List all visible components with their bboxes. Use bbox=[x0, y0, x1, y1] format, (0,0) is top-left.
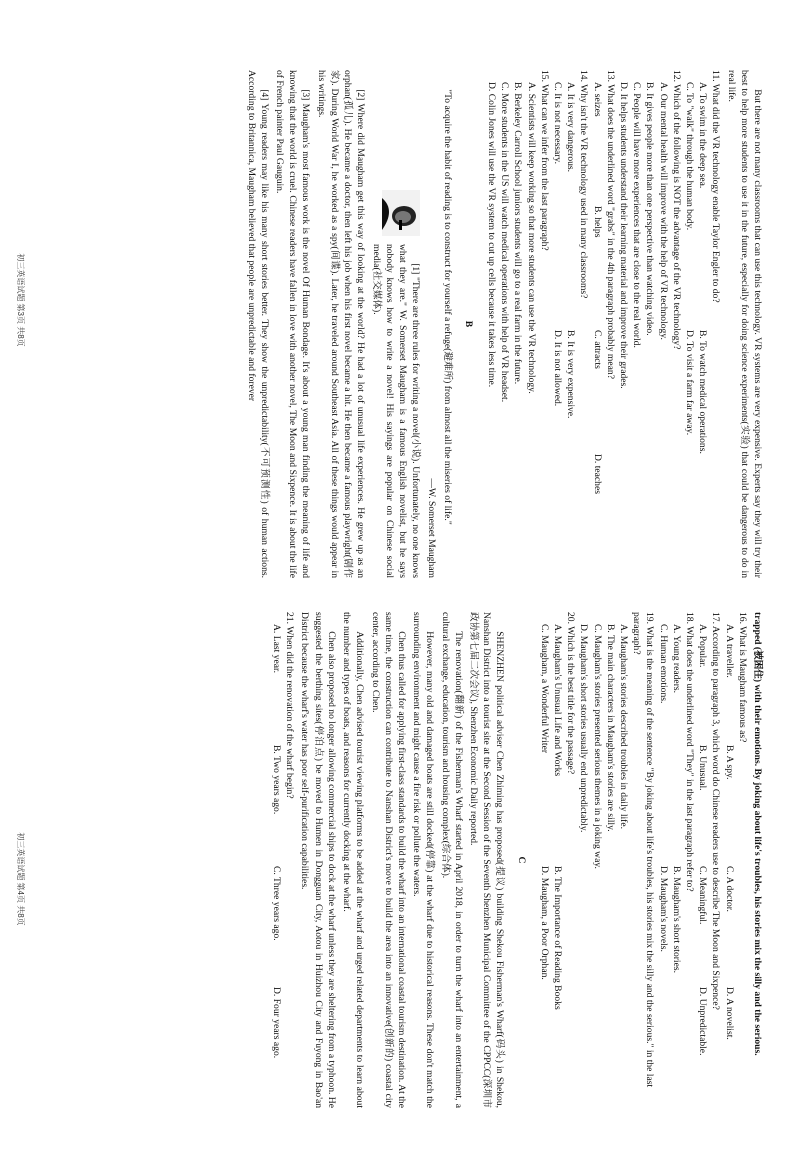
answer-option: A. Maugham's Unusual Life and Works bbox=[551, 624, 563, 777]
question-stem: 15. What can we infer from the last paragraph? bbox=[538, 70, 550, 251]
answer-option: D. Unpredictable. bbox=[697, 987, 709, 1056]
question-stem: 17. According to paragraph 3, which word do Chinese readers use to describe The Moon and Sixpence? bbox=[710, 612, 722, 1010]
answer-option: D. Maugham, a Poor Orphan. bbox=[538, 866, 550, 980]
question-stem: 21. When did the renovation of the wharf begin? bbox=[284, 612, 296, 799]
question-block bbox=[722, 612, 748, 1108]
question-stem: 12. Which of the following is NOT the advantage of the VR technology? bbox=[670, 70, 682, 350]
passage-b-paragraph-2: [2] Where did Maugham get this way of looking at the world? He had a lot of unusual life experiences. He grew up as an orphan(孤儿). He became a doctor, then left his job when his first novel became a hit. He then became a famous playwright(剧作家). During World War I, he worked as a spy(间谍). Later, he traveled around Southeast Asia. All of these things would appear in his writings. bbox=[315, 70, 367, 578]
passage-b-paragraph-1: [1] "There are three rules for writing a novel(小说). Unfortunately, no one knows what they are." W. Somerset Maugham is a famous English novelist, but he says nobody knows how to write a novel! His sayings are popular on Chinese social media(社交媒体). bbox=[370, 244, 422, 578]
answer-option: B. It is very expensive. bbox=[565, 330, 577, 419]
answer-option: D. Four years ago. bbox=[271, 987, 283, 1059]
question-block bbox=[485, 70, 551, 578]
passage-c-paragraph-1: SHENZHEN political adviser Chen Zhiming has proposed(提议) building Shekou Fisherman's Wharf(码头) in Shekou, Nanshan District into a tourist site at the Second Session of the Seventh Shenzhen Municipal Committee of the CPPCC(深圳市政协第七届二次会议), Shenzhen Economic Daily reported. bbox=[467, 612, 506, 1108]
answer-option: B. To watch medical operations. bbox=[697, 330, 709, 454]
answer-option: D. A novelist. bbox=[723, 987, 735, 1040]
question-stem: 19. What is the meaning of the sentence "By joking about life's troubles, his stories mix the silly and the serious." in the last paragraph? bbox=[631, 612, 656, 1088]
answer-options bbox=[696, 612, 709, 1108]
answer-option: B. The Importance of Reading Books bbox=[551, 866, 563, 1010]
answer-options bbox=[551, 70, 577, 578]
answer-option: A. It is very dangerous. bbox=[565, 82, 577, 173]
answer-option: A. seizes bbox=[591, 82, 603, 117]
maugham-portrait-image bbox=[382, 190, 420, 236]
question-stem: 16. What is Maugham famous as? bbox=[736, 612, 748, 743]
passage-c-paragraph-4: Chen thus called for applying first-class standards to build the wharf into an international coastal tourism destination. At the same time, the construction can contribute to Nanshan District's move to build the area into an innovative(创新的) coastal city center, according to Chen. bbox=[369, 612, 407, 1108]
question-block bbox=[577, 612, 656, 1108]
answer-option: D. Maugham's novels. bbox=[657, 866, 669, 952]
question-block bbox=[551, 70, 591, 578]
answer-option: D. teaches bbox=[591, 454, 603, 494]
answer-option: B. A spy. bbox=[723, 745, 735, 780]
passage-a-closing-paragraph: But there are not many classrooms that can use this technology. VR systems are very expensive. Experts say they will try their best to help more students to use it in the future, especially for doing science experiments(实验) that could be dangerous to do in real life. bbox=[725, 70, 763, 578]
answer-option: A. Young readers. bbox=[670, 624, 682, 694]
question-block bbox=[590, 70, 616, 578]
answer-option: C. It is not necessary. bbox=[551, 82, 563, 164]
question-block bbox=[617, 70, 683, 578]
answer-options bbox=[538, 612, 564, 1108]
answer-options bbox=[270, 612, 283, 1108]
passage-c-paragraph-3: However, many old and damaged boats are still docked(停靠) at the wharf due to historical reasons. These don't match the surrounding environment and might cause a fire risk or pollute the waters. bbox=[411, 612, 436, 1108]
answer-option: B. helps bbox=[591, 206, 603, 238]
answer-option: B. The main characters in Maugham's stories are silly. bbox=[604, 624, 616, 832]
passage-b-paragraph-3: [3] Maugham's most famous work is the novel Of Human Bondage. It's about a young man finding the meaning of life and knowing that the world is cruel. Chinese readers have fallen in love with another novel, The Moon and Sixpence. It is about the life of French painter Paul Gauguin. bbox=[274, 70, 312, 578]
answer-option: B. Unusual. bbox=[697, 745, 709, 791]
question-stem: 18. What does the underlined word "They" in the last paragraph refer to? bbox=[683, 612, 695, 892]
passage-b-closing-paragraph: trapped (被困住) with their emotions. By joking about life's troubles, his stories mix the silly and the serious. bbox=[752, 612, 763, 1056]
questions-16-20 bbox=[538, 612, 749, 1108]
answer-options bbox=[590, 70, 603, 578]
answer-option: C. attracts bbox=[591, 330, 603, 369]
answer-option: A. A traveller. bbox=[723, 624, 735, 678]
question-21 bbox=[270, 612, 296, 1108]
question-stem: 13. What does the underlined word "grabs" in the 4th paragraph probably mean? bbox=[604, 70, 616, 379]
answer-option: A. Maugham's stories described troubles in daily life. bbox=[617, 624, 629, 830]
answer-option: C. More students in the US will watch medical operations with help of VR headset. bbox=[499, 82, 511, 403]
answer-option: D. Colin Jones will use the VR system to cut up cells because it takes less time. bbox=[485, 82, 497, 388]
answer-option: A. Our mental health will improve with the help of VR technology. bbox=[657, 82, 669, 340]
section-b-heading: B bbox=[462, 320, 474, 328]
passage-c-paragraph-5: Additionally, Chen advised tourist viewing platforms to be added at the wharf and urged related departments to learn about the number and types of boats, and reasons for currently docking at the wharf. bbox=[341, 612, 366, 1108]
question-block bbox=[656, 612, 696, 1108]
questions-11-15 bbox=[485, 70, 723, 578]
passage-b-paragraph-4: [4] Young readers may like his many short stories better. They show the unpredictability(不可预测性) of human actions. According to Britannica, Maugham believed that people are unpredictable and forever bbox=[245, 70, 270, 578]
exam-page-4 bbox=[0, 600, 794, 1158]
question-stem: 11. What did the VR technology enable Taylor Engler to do? bbox=[710, 70, 722, 303]
answer-options bbox=[683, 70, 709, 578]
answer-option: B. Two years ago. bbox=[271, 745, 283, 815]
answer-options bbox=[617, 70, 670, 578]
answer-option: A. To swim in the deep sea. bbox=[697, 82, 709, 189]
answer-options bbox=[722, 612, 735, 1108]
question-block bbox=[270, 612, 296, 1108]
answer-option: A. Scientists will keep working so that more students can use the VR technology. bbox=[525, 82, 537, 394]
answer-option: C. Human emotions. bbox=[657, 624, 669, 704]
answer-options bbox=[656, 612, 682, 1108]
answer-option: C. A doctor. bbox=[723, 866, 735, 912]
answer-option: B. Maugham's short stories. bbox=[670, 866, 682, 973]
passage-c-paragraph-6: Chen also proposed no longer allowing commercial ships to dock at the wharf unless they are sheltering from a typhoon. He suggested the berthing sites(停泊点) be moved to Humen in Dongguan City, Aotou in Huizhou City and Fuyong in Bao'an District because the wharf's water has poor self-purification capabilities. bbox=[299, 612, 337, 1108]
answer-option: C. To "walk" through the human body. bbox=[683, 82, 695, 231]
section-c-heading: C bbox=[515, 856, 527, 864]
answer-option: D. It is not allowed. bbox=[551, 330, 563, 407]
question-block bbox=[538, 612, 578, 1108]
maugham-quote: "To acquire the habit of reading is to construct for yourself a refuge(避难所) from almost all the miseries of life." bbox=[441, 89, 453, 525]
quote-author: —W. Somerset Maugham bbox=[426, 478, 438, 578]
answer-option: D. To visit a farm far away. bbox=[683, 330, 695, 436]
answer-option: C. People will have more experiences that are close to the real world. bbox=[631, 82, 643, 348]
answer-option: C. Maugham's stories presented serious themes in a joking way. bbox=[591, 624, 603, 869]
answer-option: C. Maugham, a Wonderful Writer bbox=[538, 624, 550, 754]
question-stem: 14. Why isn't the VR technology used in many classrooms? bbox=[578, 70, 590, 299]
passage-c-paragraph-2: The renovation(翻新) of the Fisherman's Wharf started in April 2018, in order to turn the wharf into an entertainment, a cultural exchange, education, tourism and housing complex(综合体). bbox=[439, 612, 464, 1108]
answer-option: D. It helps students understand their learning material and improve their grades. bbox=[617, 82, 629, 389]
answer-options bbox=[577, 612, 630, 1108]
answer-option: B. It gives people more than one perspective than watching video. bbox=[644, 82, 656, 336]
question-block bbox=[683, 70, 723, 578]
answer-option: A. Last year. bbox=[271, 624, 283, 674]
page-footer: 初三英语试题 第3页 共8页 bbox=[16, 253, 26, 347]
question-stem: 20. Which is the best title for the passage? bbox=[565, 612, 577, 775]
answer-option: A. Popular. bbox=[697, 624, 709, 668]
question-block bbox=[696, 612, 722, 1108]
answer-option: D. Maugham's short stories usually end unpredictably. bbox=[578, 624, 590, 833]
answer-options bbox=[485, 70, 538, 578]
answer-option: B. Berkeley Carroll School juniors students will go to a real farm in the future. bbox=[512, 82, 524, 385]
answer-option: C. Three years ago. bbox=[271, 866, 283, 941]
page-footer: 初三英语试题 第4页 共8页 bbox=[16, 832, 26, 926]
answer-option: C. Meaningful. bbox=[697, 866, 709, 925]
